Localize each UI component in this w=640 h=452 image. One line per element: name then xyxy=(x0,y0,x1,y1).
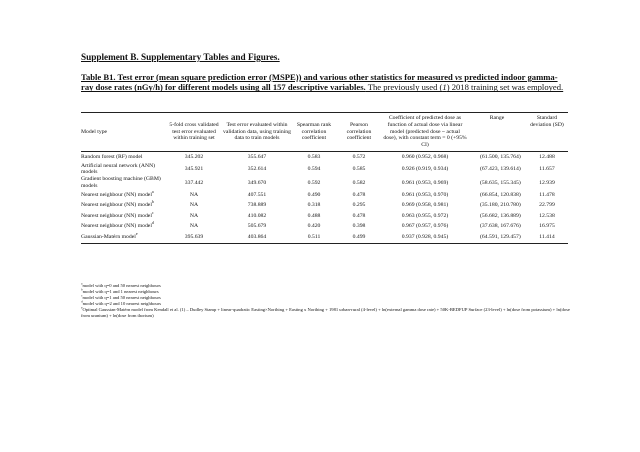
table-row xyxy=(81,222,568,233)
cell-val: 407.551 xyxy=(247,191,267,198)
footnote-text: model with q=2 and 10 nearest neighbours xyxy=(82,301,161,307)
footnote-marker: c xyxy=(81,293,83,298)
header-cv: 5-fold cross validated test error evaluated within training set xyxy=(169,121,219,142)
cell-coef: 0.961 (0.953, 0.969) xyxy=(401,179,449,186)
model-name: Nearest neighbour (NN) model xyxy=(81,223,152,230)
model-footnote-marker: b xyxy=(151,199,154,205)
caption-bold-2: predicted indoor gamma-ray dose rates (nGy/h) for different models using all 157 descriptive variables. xyxy=(81,72,558,93)
model-name: Nearest neighbour (NN) model xyxy=(81,202,152,209)
cell-sd: 11.414 xyxy=(539,234,555,241)
cell-sd: 22.799 xyxy=(539,202,555,209)
table-footnotes xyxy=(81,283,571,320)
cell-spearman: 0.592 xyxy=(307,179,321,186)
table-row xyxy=(81,151,568,162)
cell-spearman: 0.488 xyxy=(307,212,321,219)
table-body xyxy=(81,151,568,243)
footnote-marker: b xyxy=(81,287,83,292)
cell-model xyxy=(81,163,166,177)
cell-coef: 0.961 (0.953, 0.970) xyxy=(401,191,449,198)
model-footnote-marker: e xyxy=(135,231,138,237)
header-pearson: Pearson correlation coefficient xyxy=(346,121,372,142)
cell-cv: 337.442 xyxy=(184,179,204,186)
cell-sd: 11.478 xyxy=(539,191,555,198)
caption-bold-1: Table B1. Test error (mean square prediction error (MSPE)) and various other statistics for measured xyxy=(81,72,455,82)
cell-val: 355.647 xyxy=(247,153,267,160)
model-footnote-marker: d xyxy=(151,220,154,226)
cell-coef: 0.969 (0.958, 0.981) xyxy=(401,202,449,209)
cell-model xyxy=(81,232,166,243)
cell-spearman: 0.594 xyxy=(307,165,321,172)
cell-val: 738.889 xyxy=(247,202,267,209)
cell-spearman: 0.318 xyxy=(307,202,321,209)
cell-pearson: 0.582 xyxy=(352,179,366,186)
footnote-text: Optimal Gaussian-Matérn model from Kendall et al. (1) – Dudley Stamp + linear-quadratic Easting×Northing + Easting x Northing + 1981 urban-rural (4-level) + ln(external gamma dose rate) + 50K-BEDFUP Surface (23-level) + ln(dose from potassium) + ln(dose from uranium) + ln(dose from thorium) xyxy=(81,307,570,319)
cell-coef: 0.960 (0.952, 0.968) xyxy=(401,153,449,160)
cell-spearman: 0.490 xyxy=(307,191,321,198)
cell-cv: NA xyxy=(189,212,199,219)
cell-cv: 395.639 xyxy=(184,234,204,241)
cell-spearman: 0.420 xyxy=(307,223,321,230)
model-footnote-marker: c xyxy=(151,209,154,215)
header-model: Model type xyxy=(81,128,108,135)
model-name: Gradient boosting machine (GBM) models xyxy=(81,176,161,189)
model-name: Random forest (RF) model xyxy=(81,153,143,160)
caption-bold-italic: vs xyxy=(454,72,463,82)
results-table xyxy=(81,112,568,244)
cell-range: (35.180, 210.780) xyxy=(480,202,521,209)
caption-normal-2: ) 2018 training set was employed. xyxy=(446,82,564,93)
footnote-text: model with q=1 and 1 nearest neighbours xyxy=(82,289,159,295)
cell-model xyxy=(81,151,166,162)
header-sd: Standard deviation (SD) xyxy=(530,115,564,128)
cell-coef: 0.963 (0.955, 0.972) xyxy=(401,212,449,219)
cell-range: (64.591, 129.457) xyxy=(480,234,521,241)
cell-coef: 0.937 (0.928, 0.945) xyxy=(401,234,449,241)
table-row xyxy=(81,232,568,243)
cell-coef: 0.926 (0.919, 0.934) xyxy=(401,165,449,172)
cell-range: (66.854, 120.838) xyxy=(480,191,521,198)
supplement-title: Supplement B. Supplementary Tables and Figures. xyxy=(81,52,280,62)
cell-range: (56.682, 136.889) xyxy=(480,212,521,219)
cell-range: (61.500, 135.764) xyxy=(480,153,521,160)
table-row xyxy=(81,190,568,201)
cell-sd: 11.657 xyxy=(539,165,555,172)
header-range: Range xyxy=(489,115,505,121)
cell-pearson: 0.499 xyxy=(352,234,366,241)
cell-pearson: 0.478 xyxy=(352,191,366,198)
footnote-marker: a xyxy=(81,281,83,286)
cell-sd: 12.488 xyxy=(539,153,555,160)
cell-pearson: 0.478 xyxy=(352,212,366,219)
model-name: Gaussian-Matérn model xyxy=(81,234,136,241)
cell-val: 410.082 xyxy=(247,212,267,219)
cell-cv: NA xyxy=(189,202,199,209)
cell-cv: 345.202 xyxy=(184,153,204,160)
caption-normal-italic: 1 xyxy=(442,82,447,93)
cell-pearson: 0.295 xyxy=(352,202,366,209)
cell-pearson: 0.572 xyxy=(352,153,366,160)
cell-pearson: 0.398 xyxy=(352,223,366,230)
cell-cv: 345.921 xyxy=(184,165,204,172)
cell-spearman: 0.511 xyxy=(307,234,321,241)
cell-sd: 12.939 xyxy=(539,179,555,186)
cell-sd: 16.975 xyxy=(539,223,555,230)
header-coef: Coefficient of predicted dose as function of actual dose via linear model (predicted dose ~ actual dose), with constant term = 0 (+95% CI) xyxy=(383,115,467,149)
footnote xyxy=(81,307,571,319)
footnote-text: model with q=1 and 50 nearest neighbours xyxy=(82,295,161,301)
cell-val: 403.864 xyxy=(247,234,267,241)
model-name: Nearest neighbour (NN) model xyxy=(81,191,152,198)
cell-model xyxy=(81,176,166,190)
footnote-marker: e xyxy=(81,305,83,310)
table-row xyxy=(81,163,568,177)
cell-cv: NA xyxy=(189,191,199,198)
cell-sd: 12.538 xyxy=(539,212,555,219)
cell-coef: 0.967 (0.957, 0.976) xyxy=(401,223,449,230)
cell-range: (67.423, 139.614) xyxy=(480,165,521,172)
footnote-text: model with q=0 and 50 nearest neighbours xyxy=(82,283,161,288)
table-row xyxy=(81,211,568,222)
cell-spearman: 0.583 xyxy=(307,153,321,160)
cell-val: 505.679 xyxy=(247,223,267,230)
model-name: Nearest neighbour (NN) model xyxy=(81,212,152,219)
caption-normal-1: The previously used ( xyxy=(365,82,443,93)
header-spearman: Spearman rank correlation coefficient xyxy=(296,121,332,142)
cell-cv: NA xyxy=(189,223,199,230)
cell-val: 352.614 xyxy=(247,165,267,172)
table-caption xyxy=(81,72,567,93)
table-row xyxy=(81,200,568,211)
table-header-row xyxy=(81,113,568,152)
cell-range: (58.635, 155.345) xyxy=(480,179,521,186)
cell-model xyxy=(81,222,166,233)
model-footnote-marker: a xyxy=(151,188,154,194)
cell-range: (37.638, 167.676) xyxy=(480,223,521,230)
footnote-marker: d xyxy=(81,299,83,304)
header-val: Test error evaluated within validation data, using training data to train models xyxy=(223,121,291,142)
table-row xyxy=(81,176,568,190)
cell-pearson: 0.585 xyxy=(352,165,366,172)
cell-val: 349.670 xyxy=(247,179,267,186)
model-name: Artificial neural network (ANN) models xyxy=(81,162,156,176)
